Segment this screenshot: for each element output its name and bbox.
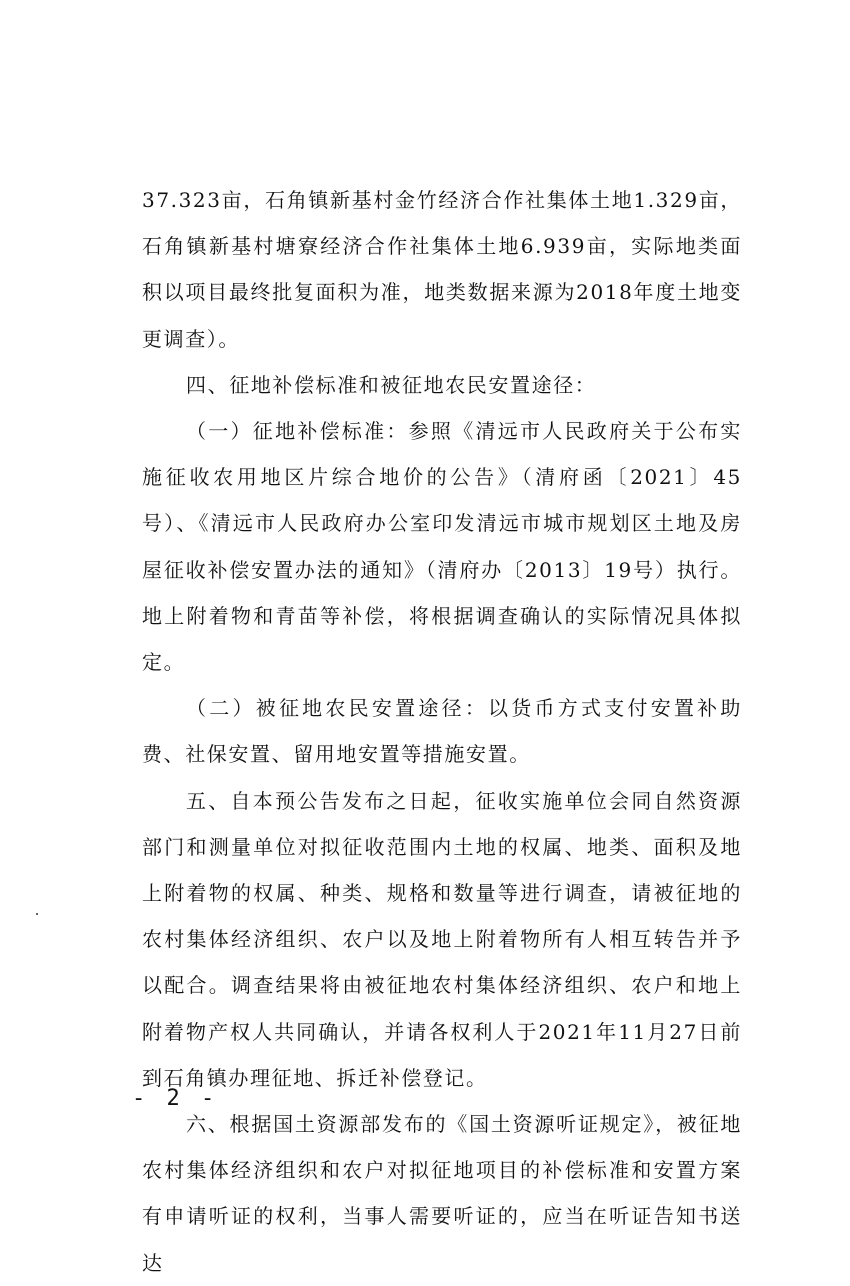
- paragraph-compensation-standard: （一）征地补偿标准：参照《清远市人民政府关于公布实施征收农用地区片综合地价的公告》（清府函〔2021〕45号）、《清远市人民政府办公室印发清远市城市规划区土地及房屋征收补偿安置办法的通知》（清府办〔2013〕19号）执行。地上附着物和青苗等补偿，将根据调查确认的实际情况具体拟定。: [142, 419, 742, 675]
- section-4-heading: 四、征地补偿标准和被征地农民安置途径：: [186, 372, 597, 397]
- paragraph-resettlement-approach: （二）被征地农民安置途径：以货币方式支付安置补助费、社保安置、留用地安置等措施安置。: [142, 696, 742, 767]
- scan-speck: [36, 913, 38, 915]
- section-6-hearing-rights: 六、根据国土资源部发布的《国土资源听证规定》，被征地农村集体经济组织和农户对拟征地项目的补偿标准和安置方案有申请听证的权利，当事人需要听证的，应当在听证告知书送达: [142, 1112, 742, 1275]
- document-body: [142, 177, 742, 1286]
- section-5-survey-notice: 五、自本预公告发布之日起，征收实施单位会同自然资源部门和测量单位对拟征收范围内土地的权属、地类、面积及地上附着物的权属、种类、规格和数量等进行调查，请被征地的农村集体经济组织、农户以及地上附着物所有人相互转告并予以配合。调查结果将由被征地农村集体经济组织、农户和地上附着物产权人共同确认，并请各权利人于2021年11月27日前到石角镇办理征地、拆迁补偿登记。: [142, 788, 742, 1090]
- paragraph-land-area-continuation: 37.323亩，石角镇新基村金竹经济合作社集体土地1.329亩，石角镇新基村塘寮经济合作社集体土地6.939亩，实际地类面积以项目最终批复面积为准，地类数据来源为2018年度土地变更调查）。: [142, 188, 742, 351]
- page-number: - 2 -: [132, 1086, 219, 1111]
